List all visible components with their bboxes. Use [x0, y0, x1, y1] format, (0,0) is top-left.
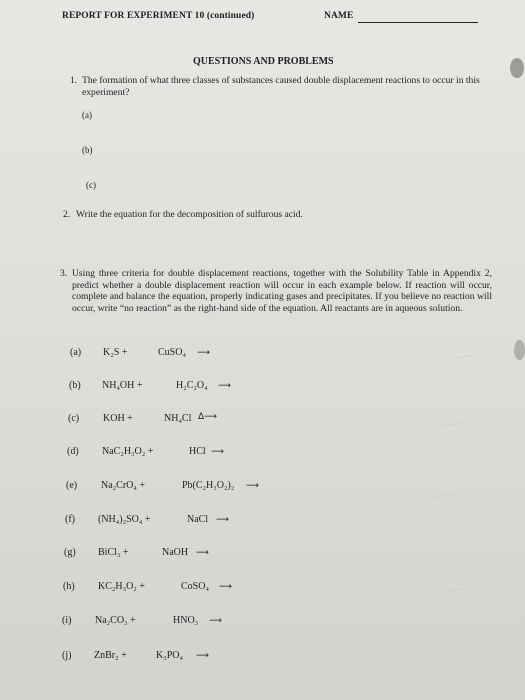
reactant-2: K₃PO₄	[156, 650, 183, 661]
reaction-label: (i)	[62, 615, 72, 626]
reactant-2: HCl	[189, 446, 206, 457]
reactant-1: ZnBr₂ +	[94, 650, 127, 661]
name-label: NAME	[324, 11, 354, 21]
reactant-1: NH₄OH +	[102, 380, 143, 391]
reactant-1: K₂S +	[103, 347, 128, 358]
reactant-2: HNO₃	[173, 615, 199, 626]
reactant-2: NH₄Cl	[164, 413, 192, 424]
reaction-arrow: ⟶	[197, 348, 210, 358]
reactant-2: NaCl	[187, 514, 209, 525]
q1-part-b: (b)	[82, 145, 93, 155]
reaction-label: (b)	[69, 380, 81, 391]
reaction-label: (c)	[68, 413, 80, 424]
show-through-mark: ~~~~	[419, 489, 455, 506]
reaction-arrow: ⟶	[218, 381, 231, 391]
reactant-1: BiCl₃ +	[98, 547, 129, 558]
q2-number: 2.	[63, 209, 71, 220]
q1-part-c: (c)	[86, 180, 96, 190]
q1-text: The formation of what three classes of substances caused double displacement reactions to occur in this experiment?	[82, 75, 480, 98]
reaction-arrow: ⟶	[246, 481, 259, 491]
reactant-1: Na₂CrO₄ +	[101, 480, 145, 491]
reaction-label: (d)	[67, 446, 79, 457]
reactant-2: Pb(C₂H₃O₂)₂	[182, 480, 235, 491]
reaction-label: (a)	[70, 347, 82, 358]
reaction-label: (f)	[65, 514, 75, 525]
reaction-arrow: ⟶	[196, 548, 209, 558]
page-edge-shadow	[514, 340, 525, 360]
reactant-1: KC₂H₃O₂ +	[98, 581, 145, 592]
reactant-1: KOH +	[103, 413, 133, 424]
reaction-arrow: ⟶	[211, 447, 224, 457]
show-through-mark: ~~	[454, 350, 473, 365]
reaction-arrow: ⟶	[196, 651, 209, 661]
reactant-2: H₂C₂O₄	[176, 380, 208, 391]
show-through-mark: ~~~	[439, 418, 466, 433]
reaction-arrow: ⟶	[209, 616, 222, 626]
reaction-arrow: ⟶	[219, 582, 232, 592]
reaction-label: (h)	[63, 581, 75, 592]
reaction-label: (g)	[64, 547, 76, 558]
q1-part-a: (a)	[82, 110, 92, 120]
reaction-arrow: ⟶	[216, 515, 229, 525]
name-blank-line[interactable]	[358, 22, 478, 23]
reactant-2: CuSO₄	[158, 347, 186, 358]
reaction-label: (e)	[66, 480, 78, 491]
q1-number: 1.	[70, 75, 78, 86]
report-header-title: REPORT FOR EXPERIMENT 10 (continued)	[62, 11, 255, 21]
section-title: QUESTIONS AND PROBLEMS	[193, 56, 334, 67]
reactant-1: (NH₄)₂SO₄ +	[98, 514, 151, 525]
reactant-1: NaC₂H₃O₂ +	[102, 446, 154, 457]
q3-number: 3.	[60, 268, 68, 279]
show-through-mark: ~~~	[444, 583, 471, 598]
q3-text: Using three criteria for double displacement reactions, together with the Solubility Table in Appendix 2, predict whether a double displacement reaction will occur in each example below. If reaction will occur, complete and balance the equation, properly indicating gases and precipitates. If you believe no reaction will occur, write “no reaction” as the right-hand side of the equation. All reactants are in aqueous solution.	[72, 268, 492, 314]
reaction-arrow-heat: Δ⟶	[198, 412, 218, 422]
q2-text: Write the equation for the decomposition of sulfurous acid.	[76, 209, 303, 220]
page-edge-shadow	[510, 58, 524, 78]
reactant-2: NaOH	[162, 547, 189, 558]
reactant-1: Na₂CO₃ +	[95, 615, 136, 626]
reactant-2: CoSO₄	[181, 581, 209, 592]
reaction-label: (j)	[62, 650, 72, 661]
